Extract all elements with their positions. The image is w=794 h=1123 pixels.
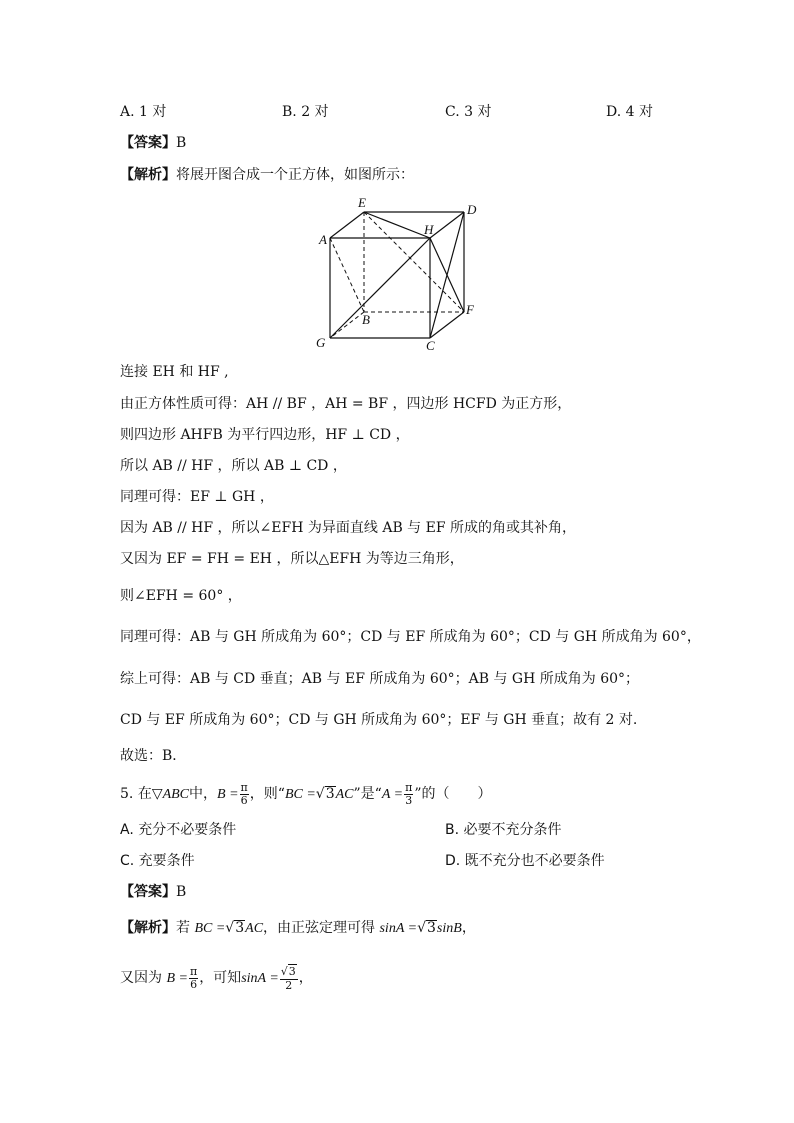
q5-analysis-line1: 【解析】若 BC =√3AC，由正弦定理可得 sinA =√3sinB， [120,920,476,936]
cube-figure [300,192,490,352]
sin-a-eq: sinA = [379,921,418,936]
q5-stem: 5. 在▽ABC中，B = $\frac{\pi}{6}$ ，则“BC =√3AC”是“A = $\frac{\pi}{3}$ ”的（ ） [120,780,492,807]
analysis-line: CD 与 EF 所成角为 60°；CD 与 GH 所成角为 60°；EF 与 GH 垂直；故有 2 对. [120,712,638,728]
answer-value: B [176,135,187,151]
answer-value: B [176,884,187,900]
q5-analysis-line2 [120,960,313,997]
analysis-line: 因为 AB // HF ，所以∠EFH 为异面直线 AB 与 EF 所成的角或其补角， [120,520,577,536]
analysis-line: 同理可得：EF ⊥ GH ， [120,489,274,505]
label-B: B [362,312,370,327]
q5-analysis-text: ， [298,970,313,986]
label-F: F [466,302,474,317]
q5-option-b: B. 必要不充分条件 [445,822,562,838]
label-H: H [424,222,434,237]
q5-option-a: A. 充分不必要条件 [120,822,237,838]
hidden-segment-AB [330,238,364,312]
q4-option-a: A. 1 对 [120,104,167,120]
q5-ac: AC [335,787,354,802]
q4-option-b: B. 2 对 [282,104,329,120]
q5-analysis-text: ，由正弦定理可得 [263,920,376,936]
analysis-label: 【解析】 [120,167,176,183]
q5-text: ，则“ [249,786,285,802]
q4-answer [120,133,186,153]
sin-b: sinB [436,921,462,936]
q5-a-eq: A = [381,787,404,802]
analysis-conclusion: 故选：B． [120,748,187,764]
segment-CD [430,212,464,338]
q5-text: 在 [137,786,152,802]
q4-analysis-intro [120,165,414,185]
analysis-line: 又因为 EF = FH = EH ，所以△EFH 为等边三角形， [120,551,464,567]
q5-text: ”的（ ） [414,786,492,802]
q5-triangle: ▽ABC [151,787,190,802]
analysis-line: 同理可得：AB 与 GH 所成角为 60°；CD 与 EF 所成角为 60°；CD 与 GH 所成角为 60°， [120,629,701,645]
fraction-pi-3: $\frac{\pi}{3}$ [405,780,413,807]
q5-b-eq: B = [217,787,239,802]
q5-answer [120,882,186,902]
q5-text: ”是“ [353,786,382,802]
sqrt-3: 3 [325,786,335,802]
analysis-line: 连接 EH 和 HF , [120,364,229,380]
answer-label: 【答案】 [120,135,176,151]
sqrt-3: 3 [427,920,436,936]
hidden-edge-BG [330,312,364,338]
q5-bc-eq: BC = [194,921,226,936]
q5-bc-eq: BC = [284,787,316,802]
edge-AE [330,212,364,238]
q5-analysis-text: ， [461,920,476,936]
analysis-line: 由正方体性质可得：AH // BF ，AH = BF ，四边形 HCFD 为正方形， [120,396,572,412]
q5-ac: AC [245,921,264,936]
answer-label: 【答案】 [120,884,176,900]
q4-option-d: D. 4 对 [606,104,653,120]
hidden-segment-EF [364,212,464,312]
fraction-sqrt3-2: $\frac{√3}{2}$ [280,965,296,992]
segment-GH [330,238,430,338]
q5-analysis-text: 若 [176,920,190,936]
q5-b-eq: B = [166,971,188,986]
label-G: G [316,335,326,350]
q5-analysis-text: ，可知 [199,970,242,986]
q4-option-c: C. 3 对 [445,104,492,120]
analysis-line: 所以 AB // HF ，所以 AB ⊥ CD ， [120,458,347,474]
label-C: C [426,338,435,352]
analysis-line: 综上可得：AB 与 CD 垂直；AB 与 EF 所成角为 60°；AB 与 GH 所成角为 60°； [120,671,640,687]
q5-option-c: C. 充要条件 [120,853,195,869]
q5-option-d: D. 既不充分也不必要条件 [445,853,605,869]
label-D: D [467,202,477,217]
fraction-pi-6: $\frac{\pi}{6}$ [189,964,198,991]
edge-HD [430,212,464,238]
sin-a-eq: sinA = [241,971,279,986]
label-E: E [358,195,366,210]
sqrt-3: 3 [235,920,245,936]
label-A: A [319,232,327,247]
q5-number: 5. [120,786,134,802]
q5-analysis-text: 又因为 [120,970,162,986]
q5-text: 中， [189,786,218,802]
edge-CF [430,312,464,338]
analysis-line: 则四边形 AHFB 为平行四边形，HF ⊥ CD ， [120,427,410,443]
analysis-intro-text: 将展开图合成一个正方体，如图所示： [176,167,414,183]
analysis-line: 则∠EFH = 60° ， [120,588,242,604]
analysis-label: 【解析】 [120,920,176,936]
fraction-pi-6: $\frac{\pi}{6}$ [240,780,248,807]
segment-EH [364,212,430,238]
